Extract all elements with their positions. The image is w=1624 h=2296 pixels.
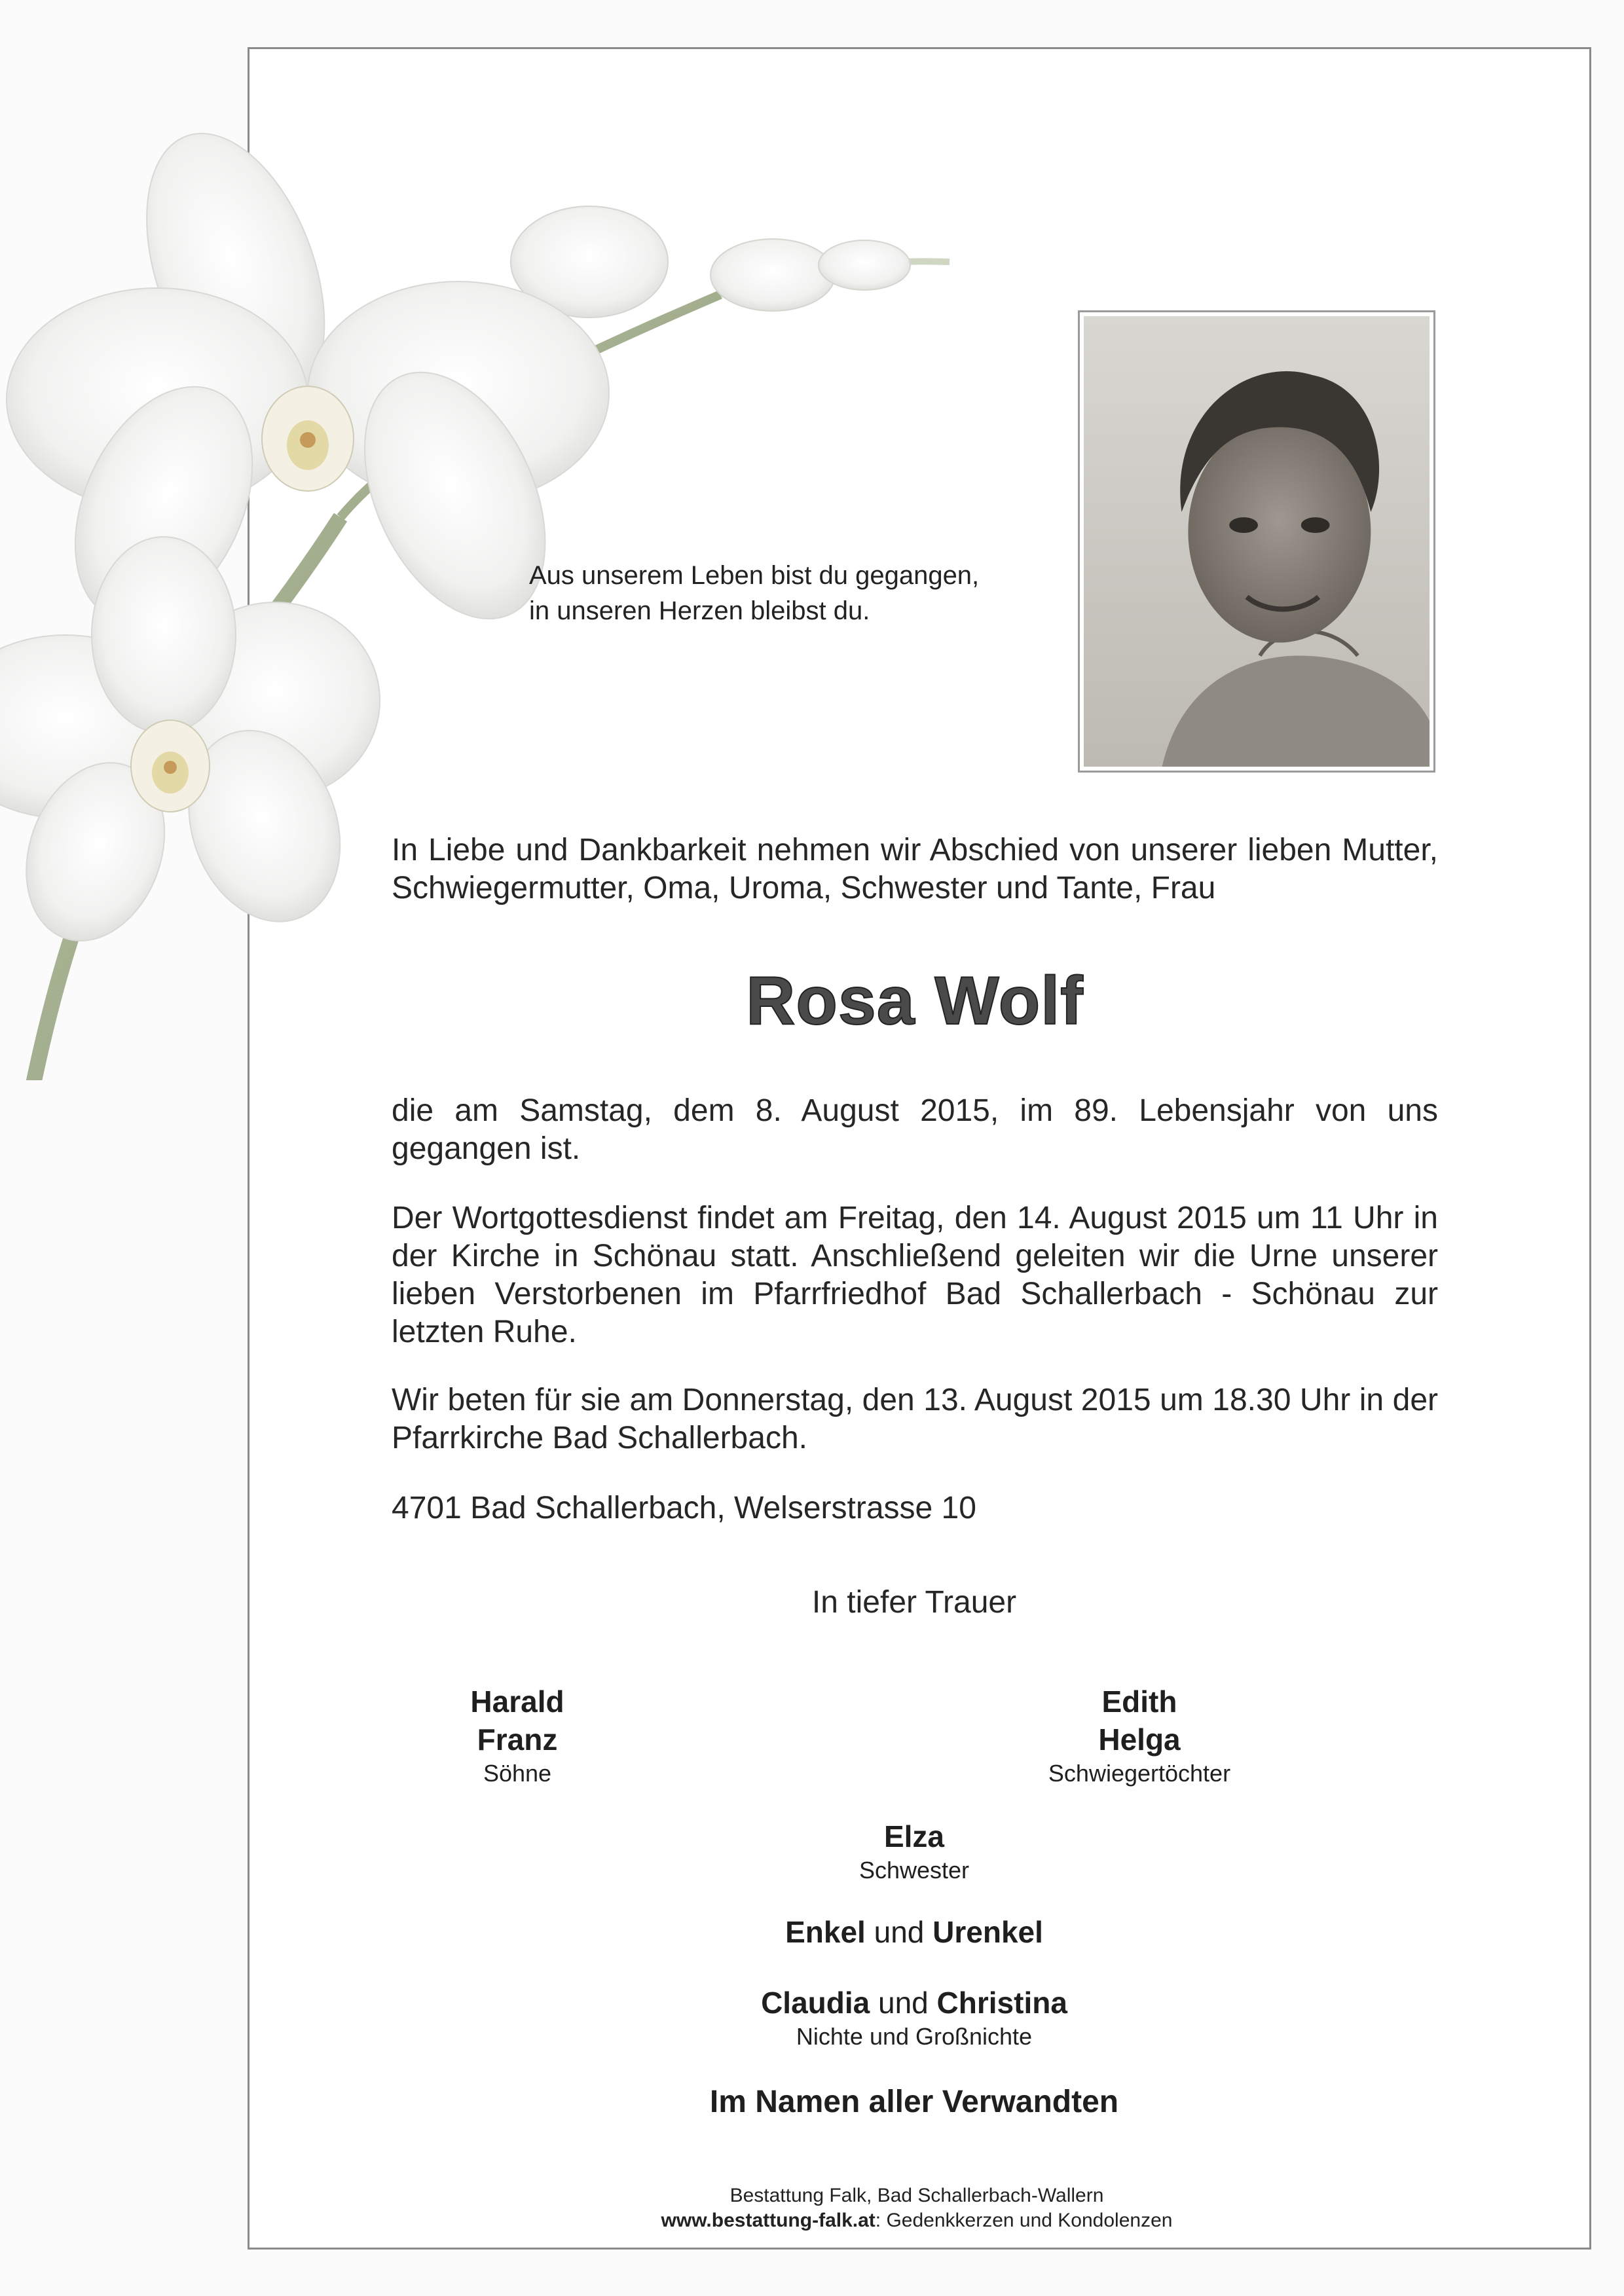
daughter-in-law-name-2: Helga: [1098, 1722, 1181, 1757]
portrait-photo: [1078, 310, 1435, 773]
quote-line-2: in unseren Herzen bleibst du.: [529, 596, 870, 625]
mourner-group-nieces: [521, 1984, 1307, 2052]
niece-name-1: Claudia: [761, 1986, 870, 2020]
mourner-group-sons: [255, 1683, 779, 1789]
grandchildren-label: Enkel: [785, 1915, 866, 1949]
son-name-1: Harald: [470, 1685, 564, 1719]
portrait-image: [1084, 316, 1430, 767]
intro-text: In Liebe und Dankbarkeit nehmen wir Abschied von unserer lieben Mutter, Schwiegermutter, Oma, Uroma, Schwester und Tante, Frau: [392, 833, 1438, 905]
niece-name-2: Christina: [936, 1986, 1067, 2020]
nieces-role: Nichte und Großnichte: [796, 2023, 1033, 2050]
mourner-group-sister: [521, 1817, 1307, 1886]
sons-role: Söhne: [483, 1760, 552, 1787]
footer: [524, 2183, 1310, 2233]
prayer-text: Wir beten für sie am Donnerstag, den 13. August 2015 um 18.30 Uhr in der Pfarrkirche Bad Schallerbach.: [392, 1383, 1438, 1455]
relatives-line: Im Namen aller Verwandten: [709, 2085, 1119, 2119]
funeral-home-line: Bestattung Falk, Bad Schallerbach-Wallern: [729, 2185, 1104, 2206]
memorial-quote: [529, 558, 1066, 629]
service-text: Der Wortgottesdienst findet am Freitag, den 14. August 2015 um 11 Uhr in der Kirche in Schönau statt. Anschließend geleiten wir die Urne unserer lieben Verstorbenen im Pfarrfriedhof Bad Schallerbach - Schönau zur letzten Ruhe.: [392, 1201, 1438, 1349]
great-grandchildren-label: Urenkel: [932, 1915, 1043, 1949]
website-link[interactable]: www.bestattung-falk.at: [661, 2210, 876, 2231]
death-notice-text: die am Samstag, dem 8. August 2015, im 89. Lebensjahr von uns gegangen ist.: [392, 1093, 1438, 1166]
sister-role: Schwester: [858, 1857, 970, 1884]
daughter-in-law-name-1: Edith: [1101, 1685, 1177, 1719]
quote-line-1: Aus unserem Leben bist du gegangen,: [529, 561, 980, 590]
address-text: 4701 Bad Schallerbach, Welserstrasse 10: [392, 1491, 976, 1525]
grandchildren-conjunction: und: [874, 1915, 925, 1949]
deceased-name: Rosa Wolf: [746, 963, 1084, 1039]
daughters-in-law-role: Schwiegertöchter: [1048, 1760, 1231, 1787]
website-line: [524, 2208, 1310, 2233]
nieces-conjunction: und: [878, 1986, 929, 2020]
son-name-2: Franz: [477, 1722, 558, 1757]
mourner-group-daughters-in-law: [877, 1683, 1401, 1789]
website-description: : Gedenkkerzen und Kondolenzen: [875, 2210, 1173, 2231]
mourning-line: In tiefer Trauer: [811, 1585, 1017, 1620]
sister-name: Elza: [883, 1819, 945, 1853]
mourner-group-grandchildren: [521, 1913, 1307, 1951]
